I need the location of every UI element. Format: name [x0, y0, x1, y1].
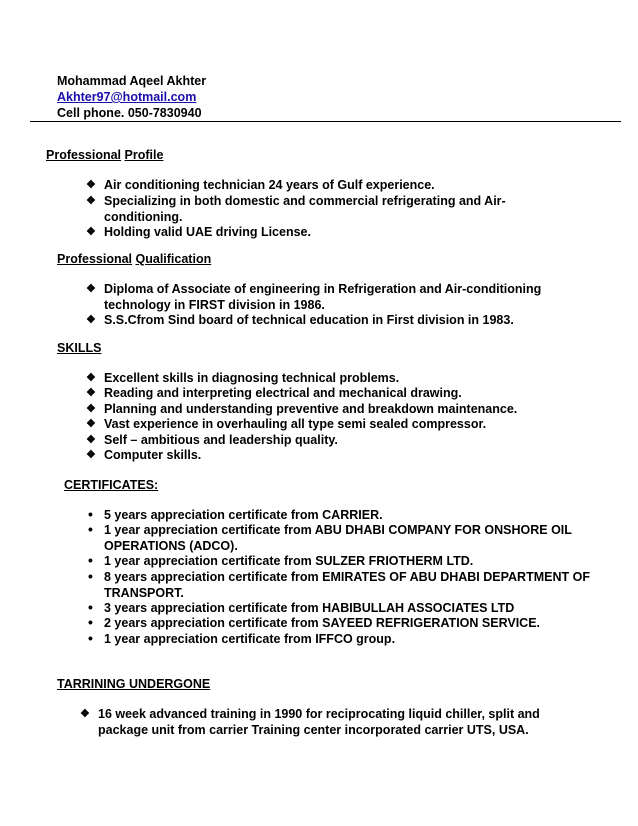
disc-bullet-icon: • — [88, 630, 93, 646]
phone-number: Cell phone. 050-7830940 — [57, 106, 202, 120]
email-link[interactable]: Akhter97@hotmail.com — [57, 90, 197, 104]
list-item: • 1 year appreciation certificate from IFFCO group. — [88, 630, 396, 646]
list-item: ❖ Planning and understanding preventive and breakdown maintenance. — [86, 402, 518, 416]
list-item: ❖ Diploma of Associate of engineering in Refrigeration and Air-conditioning technology in FIRST division in 1986. — [86, 282, 542, 312]
list-item: • 3 years appreciation certificate from HABIBULLAH ASSOCIATES LTD — [88, 599, 515, 615]
diamond-bullet-icon: ❖ — [86, 418, 96, 430]
diamond-bullet-icon: ❖ — [86, 372, 96, 384]
diamond-bullet-icon: ❖ — [86, 314, 96, 326]
certificates-heading: CERTIFICATES: — [64, 478, 159, 492]
list-item: • 5 years appreciation certificate from CARRIER. — [88, 506, 383, 522]
diamond-bullet-icon: ❖ — [86, 387, 96, 399]
diamond-bullet-icon: ❖ — [86, 449, 96, 461]
list-item: • 1 year appreciation certificate from SULZER FRIOTHERM LTD. — [88, 552, 474, 568]
list-item: ❖ Excellent skills in diagnosing technical problems. — [86, 371, 400, 385]
skills-heading: SKILLS — [57, 341, 102, 355]
disc-bullet-icon: • — [88, 521, 93, 537]
list-item: ❖ Vast experience in overhauling all type semi sealed compressor. — [86, 417, 487, 431]
list-item: ❖ Holding valid UAE driving License. — [86, 225, 311, 239]
list-item: ❖ Self – ambitious and leadership quality. — [86, 433, 338, 447]
list-item: • 2 years appreciation certificate from SAYEED REFRIGERATION SERVICE. — [88, 614, 541, 630]
diamond-bullet-icon: ❖ — [80, 708, 90, 720]
diamond-bullet-icon: ❖ — [86, 226, 96, 238]
diamond-bullet-icon: ❖ — [86, 179, 96, 191]
disc-bullet-icon: • — [88, 552, 93, 568]
header-divider — [30, 121, 621, 122]
list-item: ❖ Specializing in both domestic and commercial refrigerating and Air-conditioning. — [86, 194, 506, 224]
list-item: ❖ 16 week advanced training in 1990 for reciprocating liquid chiller, split and package unit from carrier Training center incorporated carrier UTS, USA. — [80, 707, 540, 737]
training-heading: TARRINING UNDERGONE — [57, 677, 211, 691]
disc-bullet-icon: • — [88, 568, 93, 584]
disc-bullet-icon: • — [88, 614, 93, 630]
contact-header — [57, 73, 206, 121]
disc-bullet-icon: • — [88, 599, 93, 615]
qualification-heading: Professional Qualification — [57, 252, 212, 266]
diamond-bullet-icon: ❖ — [86, 195, 96, 207]
list-item: ❖ Reading and interpreting electrical and mechanical drawing. — [86, 386, 462, 400]
list-item: ❖ Air conditioning technician 24 years of Gulf experience. — [86, 178, 435, 192]
list-item: • 1 year appreciation certificate from ABU DHABI COMPANY FOR ONSHORE OIL OPERATIONS (ADCO). — [88, 521, 572, 553]
list-item: ❖ Computer skills. — [86, 448, 202, 462]
disc-bullet-icon: • — [88, 506, 93, 522]
diamond-bullet-icon: ❖ — [86, 283, 96, 295]
list-item: ❖ S.S.Cfrom Sind board of technical education in First division in 1983. — [86, 313, 514, 327]
diamond-bullet-icon: ❖ — [86, 403, 96, 415]
profile-heading: Professional Profile — [46, 148, 164, 162]
list-item: • 8 years appreciation certificate from EMIRATES OF ABU DHABI DEPARTMENT OF TRANSPORT. — [88, 568, 590, 600]
diamond-bullet-icon: ❖ — [86, 434, 96, 446]
candidate-name: Mohammad Aqeel Akhter — [57, 74, 207, 88]
